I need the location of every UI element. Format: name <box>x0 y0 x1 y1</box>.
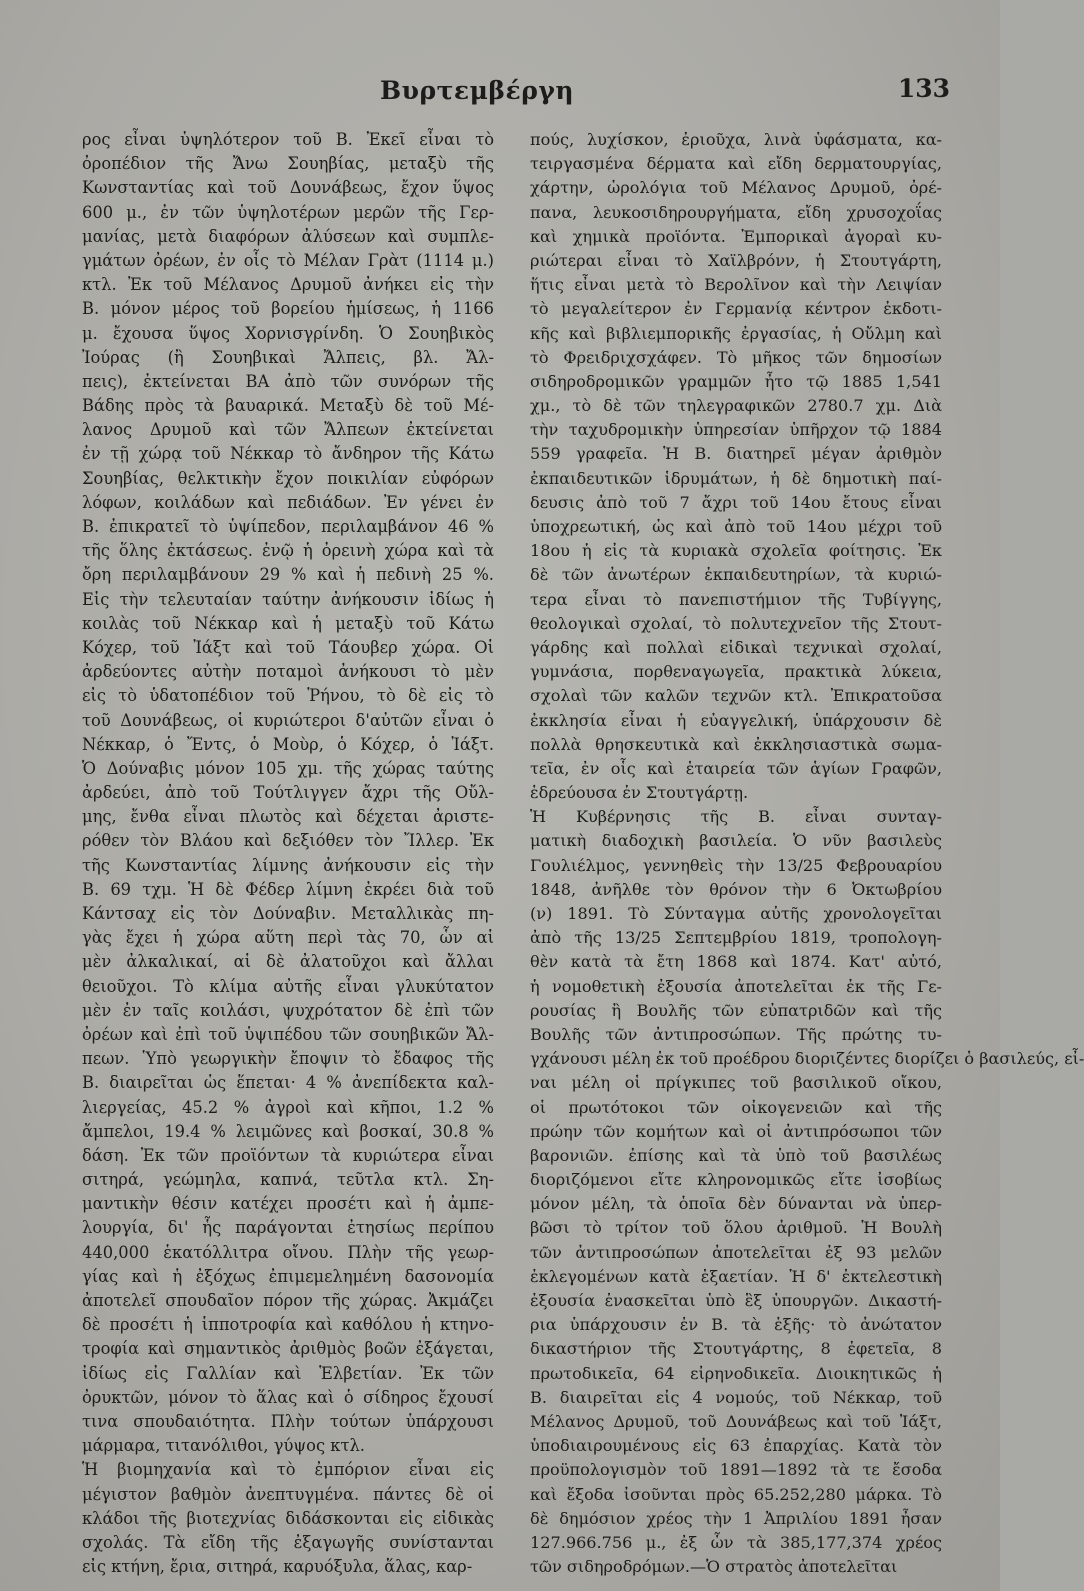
text-line: γυμνάσια, πορθεναγωγεῖα, πρακτικὰ λύκεια, <box>530 662 942 682</box>
text-line: καὶ ἔξοδα ἰσοῦνται πρὸς 65.252,280 μάρκα. Τὸ <box>530 1484 942 1504</box>
text-line: εἰς τὸ ὑδατοπέδιον τοῦ Ῥήνου, τὸ δὲ εἰς τὸ <box>82 686 494 706</box>
page-number: 133 <box>897 74 950 103</box>
text-line: 440,000 ἑκατόλλιτρα οἴνου. Πλὴν τῆς γεωρ- <box>82 1242 494 1262</box>
text-line: ἑδρεύουσα ἐν Στουτγάρτῃ. <box>530 783 749 803</box>
text-line: δάση. Ἐκ τῶν προϊόντων τὰ κυριώτερα εἶναι <box>82 1145 494 1165</box>
left-text-column <box>82 128 494 1579</box>
text-line: βαρονιῶν. ἐπίσης καὶ τὰ ὑπὸ τοῦ βασιλέως <box>530 1145 942 1165</box>
text-line: τερα εἶναι τὸ πανεπιστήμιον τῆς Τυβίγγης, <box>530 589 942 609</box>
text-line: δὲ δημόσιον χρέος τὴν 1 Ἀπριλίου 1891 ἦσαν <box>530 1508 942 1528</box>
text-line: ὄρη περιλαμβάνουν 29 % καὶ ἡ πεδινὴ 25 %. <box>82 565 494 585</box>
text-line: ἰδίως εἰς Γαλλίαν καὶ Ἑλβετίαν. Ἐκ τῶν <box>82 1363 494 1383</box>
text-line: πρώην τῶν κομήτων καὶ οἱ ἀντιπρόσωποι τῶν <box>530 1121 942 1141</box>
text-line: μανίας, μετὰ διαφόρων ἀλύσεων καὶ συμπλε- <box>82 226 494 246</box>
text-line: σχολάς. Τὰ εἴδη τῆς ἐξαγωγῆς συνίστανται <box>82 1532 494 1552</box>
text-line: κῆς καὶ βιβλιεμπορικῆς ἐργασίας, ἡ Οὔλμη καὶ <box>530 323 942 343</box>
text-line: πεων. Ὑπὸ γεωργικὴν ἔποψιν τὸ ἔδαφος τῆς <box>82 1049 494 1069</box>
text-line: Σουηβίας, θελκτικὴν ἔχον ποικιλίαν εὐφόρων <box>82 468 494 488</box>
text-line: δευσις ἀπὸ τοῦ 7 ἄχρι τοῦ 14ου ἔτους εἶναι <box>530 492 942 512</box>
text-line: ἐκλεγομένων κατὰ ἑξαετίαν. Ἡ δ' ἐκτελεστικὴ <box>530 1266 942 1286</box>
text-line: δὲ τῶν ἀνωτέρων ἐκπαιδευτηρίων, τὰ κυριώ- <box>530 565 942 585</box>
right-text-column <box>530 128 1084 1579</box>
text-line: Κάντσαχ εἰς τὸν Δούναβιν. Μεταλλικὰς πη- <box>82 904 494 923</box>
text-line: Γουλιέλμος, γεννηθεὶς τὴν 13/25 Φεβρουαρίου <box>530 855 942 875</box>
text-line: ὀρυκτῶν, μόνον τὸ ἅλας καὶ ὁ σίδηρος ἔχουσί <box>82 1387 494 1407</box>
text-line: μὲν ἀλκαλικαί, αἱ δὲ ἀλατοῦχοι καὶ ἄλλαι <box>82 952 494 972</box>
text-line: τῆς Κωνσταντίας λίμνης ἀνήκουσιν εἰς τὴν <box>82 855 494 875</box>
text-line: χμ., τὸ δὲ τῶν τηλεγραφικῶν 2780.7 χμ. Διὰ <box>530 396 942 416</box>
text-line: γχάνουσι μέλη ἐκ τοῦ προέδρου διοριζέντες διορίζει ὁ βασιλεύς, εἶ- <box>530 1049 1084 1069</box>
text-line: τῶν σιδηροδρόμων.—Ὁ στρατὸς ἀποτελεῖται <box>530 1557 898 1577</box>
text-line: τινα σπουδαιότητα. Πλὴν τούτων ὑπάρχουσι <box>82 1411 494 1431</box>
text-line: Ἰούρας (ἢ Σουηβικαὶ Ἄλπεις, βλ. Ἄλ- <box>82 347 494 367</box>
text-line: οἱ πρωτότοκοι τῶν οἰκογενειῶν καὶ τῆς <box>530 1097 942 1117</box>
text-line: τειργασμένα δέρματα καὶ εἴδη δερματουργίας, <box>530 154 942 174</box>
text-line: λανος Δρυμοῦ καὶ τῶν Ἄλπεων ἐκτείνεται <box>82 420 494 440</box>
text-line: ὀροπέδιον τῆς Ἄνω Σουηβίας, μεταξὺ τῆς <box>82 154 494 174</box>
text-line: Ἡ Κυβέρνησις τῆς Β. εἶναι συνταγ- <box>530 807 942 827</box>
text-line: χάρτην, ὡρολόγια τοῦ Μέλανος Δρυμοῦ, ὀρέ- <box>530 178 942 198</box>
text-line: λιεργείας, 45.2 % ἀγροὶ καὶ κῆποι, 1.2 % <box>82 1097 494 1117</box>
text-line: γμάτων ὀρέων, ἐν οἷς τὸ Μέλαν Γρὰτ (1114 μ.) <box>82 250 494 270</box>
text-line: ἥτις εἶναι μετὰ τὸ Βερολῖνον καὶ τὴν Λειψίαν <box>530 275 942 295</box>
text-line: τὸ μεγαλείτερον ἐν Γερμανίᾳ κέντρον ἐκδοτι- <box>530 299 942 319</box>
text-line: πούς, λυχίσκον, ἐριοῦχα, λινὰ ὑφάσματα, κα- <box>530 130 942 149</box>
text-line: ἐκκλησία εἶναι ἡ εὐαγγελική, ὑπάρχουσιν δὲ <box>530 710 942 730</box>
text-line: Β. ἐπικρατεῖ τὸ ὑψίπεδον, περιλαμβάνον 46 % <box>82 517 494 536</box>
text-line: ρια ὑπάρχουσιν ἐν Β. τὰ ἑξῆς· τὸ ἀνώτατον <box>530 1315 942 1335</box>
text-line: διοριζόμενοι εἴτε κληρονομικῶς εἴτε ἰσοβίως <box>530 1170 942 1190</box>
text-line: ἀρδεύει, ἀπὸ τοῦ Τούτλιγγεν ἄχρι τῆς Οὔλ- <box>82 783 494 803</box>
text-line: τῆς ὅλης ἐκτάσεως. ἐνῷ ἡ ὀρεινὴ χώρα καὶ τὰ <box>82 541 494 561</box>
text-line: λόφων, κοιλάδων καὶ πεδιάδων. Ἐν γένει ἐν <box>82 492 494 512</box>
text-line: μόνον μέλη, τὰ ὁποῖα δὲν δύνανται νὰ ὑπερ- <box>530 1194 942 1214</box>
text-line: μάρμαρα, τιτανόλιθοι, γύψος κτλ. <box>82 1436 365 1456</box>
text-line: μης, ἔνθα εἶναι πλωτὸς καὶ δέχεται ἀριστε- <box>82 807 494 827</box>
text-line: γάρδης καὶ πολλαὶ εἰδικαὶ τεχνικαὶ σχολαί, <box>530 637 942 657</box>
text-line: 18ου ἡ εἰς τὰ κυριακὰ σχολεῖα φοίτησις. Ἐκ <box>530 541 942 561</box>
text-line: κοιλὰς τοῦ Νέκκαρ καὶ ἡ μεταξὺ τοῦ Κάτω <box>82 613 494 633</box>
text-line: Μέλανος Δρυμοῦ, τοῦ Δουνάβεως καὶ τοῦ Ἰάξτ, <box>530 1411 942 1431</box>
text-line: θειοῦχοι. Τὸ κλίμα αὐτῆς εἶναι γλυκύτατον <box>82 976 494 996</box>
text-line: τὸ Φρειδριχσχάφεν. Τὸ μῆκος τῶν δημοσίων <box>530 347 942 367</box>
text-line: ματικὴ διαδοχικὴ βασιλεία. Ὁ νῦν βασιλεὺς <box>530 831 942 851</box>
text-line: λουργία, δι' ἧς παράγονται ἐτησίως περίπου <box>82 1218 494 1238</box>
text-line: Β. διαιρεῖται ὡς ἕπεται· 4 % ἀνεπίδεκτα καλ- <box>82 1073 494 1093</box>
text-line: τοῦ Δουνάβεως, οἱ κυριώτεροι δ'αὐτῶν εἶναι ὁ <box>82 710 494 730</box>
text-line: ρος εἶναι ὑψηλότερον τοῦ Β. Ἐκεῖ εἶναι τὸ <box>82 130 494 149</box>
text-line: ριώτεραι εἶναι τὸ Χαϊλβρόνν, ἡ Στουτγάρτη, <box>530 250 942 270</box>
text-line: σχολαὶ τῶν καλῶν τεχνῶν κτλ. Ἐπικρατοῦσα <box>530 686 942 706</box>
text-line: μαντικὴν θέσιν κατέχει προσέτι καὶ ἡ ἀμπε- <box>82 1194 494 1214</box>
text-line: Β. μόνον μέρος τοῦ βορείου ἡμίσεως, ἡ 1166 <box>82 299 494 319</box>
text-line: μέγιστον βαθμὸν ἀνεπτυγμένα. πάντες δὲ οἱ <box>82 1484 494 1504</box>
text-line: Βάδης πρὸς τὰ βαυαρικά. Μεταξὺ δὲ τοῦ Μέ- <box>82 396 494 416</box>
text-line: ὀρέων καὶ ἐπὶ τοῦ ὑψιπέδου τῶν σουηβικῶν Ἄλ- <box>82 1024 494 1044</box>
text-line: δικαστήριον τῆς Στουτγάρτης, 8 ἐφετεῖα, 8 <box>530 1339 942 1359</box>
text-line: 559 γραφεῖα. Ἡ Β. διατηρεῖ μέγαν ἀριθμὸν <box>530 444 942 464</box>
text-line: Ἡ βιομηχανία καὶ τὸ ἐμπόριον εἶναι εἰς <box>82 1460 494 1480</box>
text-line: ἐν τῇ χώρᾳ τοῦ Νέκκαρ τὸ ἄνδηρον τῆς Κάτω <box>82 444 494 464</box>
text-line: βῶσι τὸ τρίτον τοῦ ὅλου ἀριθμοῦ. Ἡ Βουλὴ <box>530 1218 942 1238</box>
text-line: Ὁ Δούναβις μόνον 105 χμ. τῆς χώρας ταύτης <box>82 758 494 778</box>
text-line: Εἰς τὴν τελευταίαν ταύτην ἀνήκουσιν ἰδίως ἡ <box>82 589 494 609</box>
text-line: 600 μ., ἐν τῶν ὑψηλοτέρων μερῶν τῆς Γερ- <box>82 202 494 222</box>
text-line: πολλὰ θρησκευτικὰ καὶ ἐκκλησιαστικὰ σωμα- <box>530 734 942 754</box>
text-line: ἐξουσία ἐνασκεῖται ὑπὸ ἓξ ὑπουργῶν. Δικαστή- <box>530 1291 942 1310</box>
text-line: ἄμπελοι, 19.4 % λειμῶνες καὶ βοσκαί, 30.8 % <box>82 1121 494 1141</box>
text-line: θὲν κατὰ τὰ ἔτη 1868 καὶ 1874. Κατ' αὐτό, <box>530 952 942 972</box>
text-line: προϋπολογισμὸν τοῦ 1891—1892 τὰ τε ἔσοδα <box>530 1460 942 1480</box>
text-line: ὑποχρεωτική, ὡς καὶ ἀπὸ τοῦ 14ου μέχρι τοῦ <box>530 517 942 536</box>
text-line: ἀπὸ τῆς 13/25 Σεπτεμβρίου 1819, τροπολογη- <box>530 928 942 948</box>
text-line: Κόχερ, τοῦ Ἰάξτ καὶ τοῦ Τάουβερ χώρα. Οἱ <box>82 637 494 657</box>
text-line: δὲ προσέτι ἡ ἱπποτροφία καὶ καθόλου ἡ κτηνο- <box>82 1315 494 1335</box>
text-line: γὰς ἔχει ἡ χώρα αὕτη περὶ τὰς 70, ὧν αἱ <box>82 928 494 948</box>
text-line: τῶν ἀντιπροσώπων ἀποτελεῖται ἐξ 93 μελῶν <box>530 1242 942 1262</box>
text-line: τὴν ταχυδρομικὴν ὑπηρεσίαν ὑπῆρχον τῷ 1884 <box>530 420 942 440</box>
text-line: τροφία καὶ σημαντικὸς ἀριθμὸς βοῶν ἐξάγεται, <box>82 1339 494 1359</box>
text-line: μὲν ἐν ταῖς κοιλάσι, ψυχρότατον δὲ ἐπὶ τῶν <box>82 1000 494 1020</box>
text-line: ρόθεν τὸν Βλάου καὶ δεξιόθεν τὸν Ἴλλερ. Ἐκ <box>82 831 494 851</box>
text-line: (ν) 1891. Τὸ Σύνταγμα αὐτῆς χρονολογεῖται <box>530 904 942 923</box>
text-line: ὑποδιαιρουμένους εἰς 63 ἐπαρχίας. Κατὰ τὸν <box>530 1436 942 1456</box>
text-line: ἀρδεύοντες αὐτὴν ποταμοὶ ἀνήκουσι τὸ μὲν <box>82 662 494 682</box>
text-line: Β. διαιρεῖται εἰς 4 νομούς, τοῦ Νέκκαρ, τοῦ <box>530 1387 942 1407</box>
running-title: Βυρτεμβέργη <box>380 76 575 105</box>
text-line: ρουσίας ἢ Βουλῆς τῶν εὐπατριδῶν καὶ τῆς <box>530 1000 942 1020</box>
text-line: πρωτοδικεῖα, 64 εἰρηνοδικεῖα. Διοικητικῶς ἡ <box>530 1363 942 1383</box>
text-line: κλάδοι τῆς βιοτεχνίας διδάσκονται εἰς εἰδικὰς <box>82 1508 494 1528</box>
text-line: ἡ νομοθετικὴ ἐξουσία ἀποτελεῖται ἐκ τῆς Γε- <box>530 976 942 996</box>
text-line: θεολογικαὶ σχολαί, τὸ πολυτεχνεῖον τῆς Στουτ- <box>530 613 942 633</box>
text-line: ἀποτελεῖ σπουδαῖον πόρον τῆς χώρας. Ἀκμάζει <box>82 1291 494 1310</box>
text-line: ναι μέλη οἱ πρίγκιπες τοῦ βασιλικοῦ οἴκου, <box>530 1073 942 1093</box>
text-line: Κωνσταντίας καὶ τοῦ Δουνάβεως, ἔχον ὕψος <box>82 178 494 198</box>
text-line: σιδηροδρομικῶν γραμμῶν ἦτο τῷ 1885 1,541 <box>530 371 942 391</box>
text-line: 127.966.756 μ., ἐξ ὧν τὰ 385,177,374 χρέος <box>530 1532 942 1552</box>
text-line: πεις), ἐκτείνεται ΒΑ ἀπὸ τῶν συνόρων τῆς <box>82 371 494 391</box>
text-line: σιτηρά, γεώμηλα, καπνά, τεῦτλα κτλ. Ση- <box>82 1170 494 1190</box>
running-head <box>0 74 1000 114</box>
text-line: τεῖα, ἐν οἷς καὶ ἑταιρεία τῶν ἁγίων Γραφῶν, <box>530 758 942 778</box>
text-line: καὶ χημικὰ προϊόντα. Ἐμπορικαὶ ἀγοραὶ κυ- <box>530 226 942 246</box>
text-line: πανα, λευκοσιδηρουργήματα, εἴδη χρυσοχοΐας <box>530 202 942 222</box>
text-line: 1848, ἀνῆλθε τὸν θρόνον τὴν 6 Ὀκτωβρίου <box>530 879 942 899</box>
text-line: Νέκκαρ, ὁ Ἔντς, ὁ Μοὺρ, ὁ Κόχερ, ὁ Ἰάξτ. <box>82 734 494 754</box>
text-line: γίας καὶ ἡ ἐξόχως ἐπιμεμελημένη δασονομία <box>82 1266 494 1286</box>
text-line: μ. ἔχουσα ὕψος Χορνισγρίνδη. Ὁ Σουηβικὸς <box>82 323 494 343</box>
text-line: κτλ. Ἐκ τοῦ Μέλανος Δρυμοῦ ἀνήκει εἰς τὴν <box>82 275 494 295</box>
text-line: Βουλῆς τῶν ἀντιπροσώπων. Τῆς πρώτης τυ- <box>530 1024 942 1044</box>
text-line: Β. 69 τχμ. Ἡ δὲ Φέδερ λίμνη ἐκρέει διὰ τοῦ <box>82 879 494 899</box>
text-line: ἐκπαιδευτικῶν ἱδρυμάτων, ἡ δὲ δημοτικὴ παί- <box>530 468 942 488</box>
text-line: εἰς κτήνη, ἔρια, σιτηρά, καρυόξυλα, ἅλας, καρ- <box>82 1557 473 1577</box>
